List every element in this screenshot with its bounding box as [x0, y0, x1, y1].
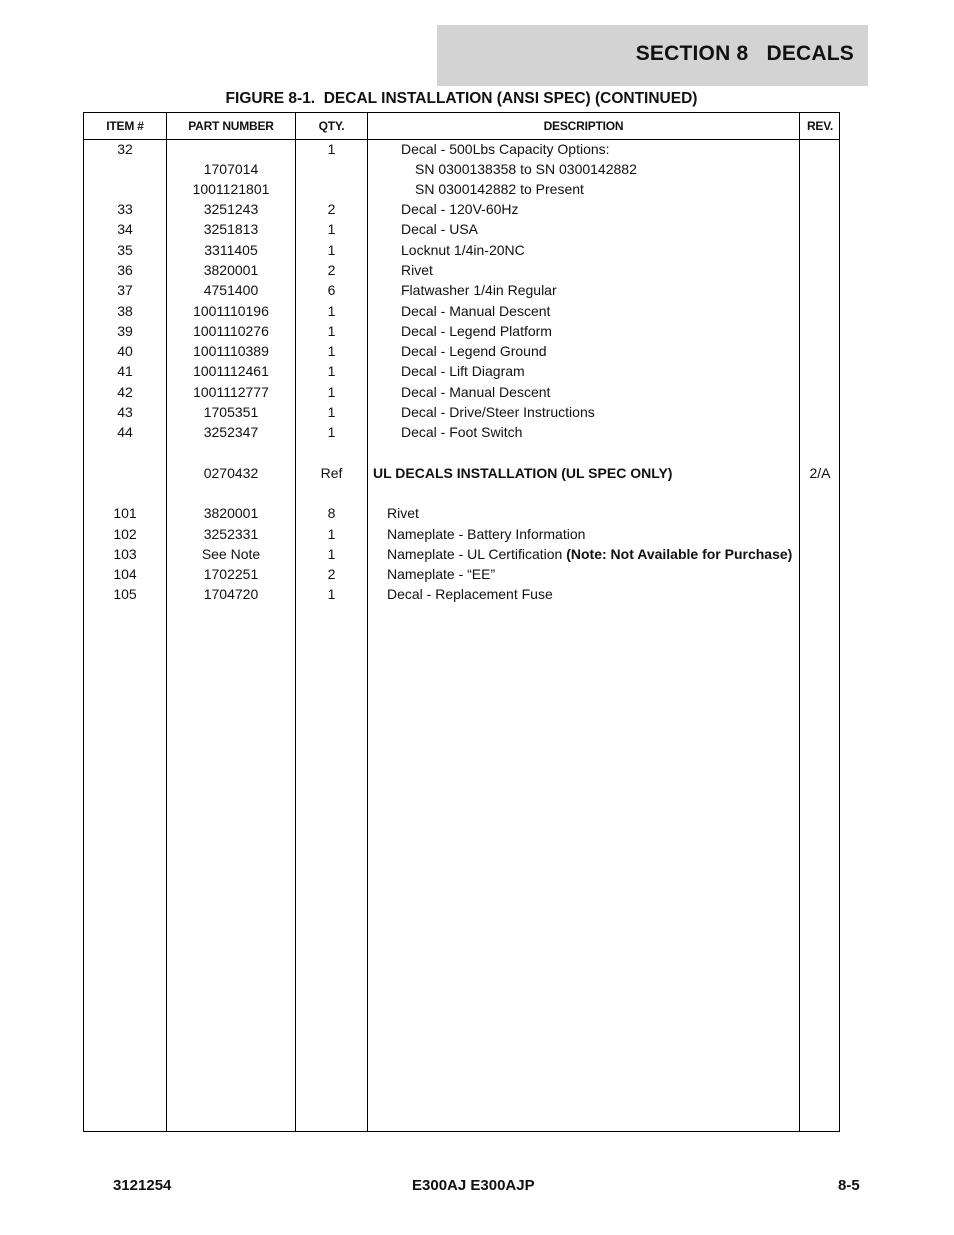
description: Nameplate - “EE”: [387, 566, 496, 582]
quantity: 1: [327, 242, 336, 258]
revision: 2/A: [809, 465, 831, 481]
table-row: [84, 564, 839, 584]
quantity: 2: [327, 566, 336, 582]
part-number: 1707014: [203, 161, 259, 177]
section-header: [437, 25, 868, 86]
part-number: 1001110196: [193, 303, 269, 319]
description: Decal - Manual Descent: [401, 303, 551, 319]
quantity: 1: [327, 526, 336, 542]
description: Decal - Manual Descent: [401, 384, 551, 400]
part-number: 1705351: [203, 404, 259, 420]
description: Decal - Legend Ground: [401, 343, 547, 359]
table-row: [84, 503, 839, 523]
description: Decal - 120V-60Hz: [401, 201, 519, 217]
section-title: SECTION 8 DECALS: [635, 42, 854, 65]
table-row: [84, 219, 839, 239]
table-row: [84, 524, 839, 544]
description: Decal - Replacement Fuse: [387, 586, 553, 602]
part-number: 1001112777: [193, 384, 269, 400]
table-row: [84, 301, 839, 321]
quantity: 1: [327, 141, 336, 157]
part-number: 1704720: [203, 586, 259, 602]
description: Decal - USA: [401, 221, 479, 237]
part-number: 3820001: [203, 505, 259, 521]
part-number: 3252331: [203, 526, 259, 542]
quantity: 1: [327, 384, 336, 400]
item-number: 43: [117, 404, 133, 420]
table-row: [84, 321, 839, 341]
part-number: 3820001: [203, 262, 259, 278]
item-number: 38: [117, 303, 133, 319]
quantity: 2: [327, 201, 336, 217]
description: [368, 544, 818, 564]
part-number: 3251813: [203, 221, 259, 237]
item-number: 101: [113, 505, 137, 521]
part-number: 1001112461: [193, 363, 269, 379]
part-number: 3311405: [204, 242, 258, 258]
part-number: 3252347: [203, 424, 259, 440]
header-part-number: PART NUMBER: [188, 119, 274, 133]
table-row: [84, 240, 839, 260]
table-row: [84, 179, 839, 199]
part-number: 1001110389: [193, 343, 269, 359]
item-number: 103: [113, 546, 137, 562]
footer-page-number: 8-5: [838, 1177, 860, 1194]
description: Rivet: [387, 505, 419, 521]
item-number: 40: [117, 343, 133, 359]
table-row: [84, 361, 839, 381]
table-row: [84, 463, 839, 483]
table-row: [84, 584, 839, 604]
parts-table: [83, 112, 840, 1132]
quantity: 6: [327, 282, 336, 298]
quantity: 1: [327, 404, 336, 420]
table-row: [84, 139, 839, 159]
item-number: 33: [117, 201, 133, 217]
table-row: [84, 341, 839, 361]
footer-model: E300AJ E300AJP: [412, 1177, 535, 1194]
description: Rivet: [401, 262, 433, 278]
header-qty: QTY.: [318, 119, 345, 133]
item-number: 41: [117, 363, 133, 379]
header-item: ITEM #: [106, 119, 144, 133]
quantity: 1: [327, 424, 336, 440]
quantity: 1: [327, 343, 336, 359]
item-number: 44: [117, 424, 133, 440]
item-number: 35: [117, 242, 133, 258]
table-row: [84, 280, 839, 300]
description: Flatwasher 1/4in Regular: [401, 282, 557, 298]
item-number: 36: [117, 262, 133, 278]
description: Nameplate - Battery Information: [387, 526, 586, 542]
description: Locknut 1/4in-20NC: [401, 242, 525, 258]
quantity: 1: [327, 586, 336, 602]
item-number: 105: [113, 586, 137, 602]
figure-title: FIGURE 8-1. DECAL INSTALLATION (ANSI SPEC) (CONTINUED): [225, 90, 698, 107]
table-row: [84, 382, 839, 402]
purchase-note: (Note: Not Available for Purchase): [566, 546, 793, 562]
part-number: 4751400: [203, 282, 259, 298]
part-number: 1001121801: [192, 181, 270, 197]
description: Decal - 500Lbs Capacity Options:: [401, 141, 610, 157]
quantity: 1: [327, 323, 336, 339]
item-number: 37: [117, 282, 133, 298]
table-row: [84, 544, 839, 564]
quantity: 1: [327, 303, 336, 319]
quantity: 8: [327, 505, 336, 521]
description: Decal - Legend Platform: [401, 323, 552, 339]
description: Decal - Drive/Steer Instructions: [401, 404, 595, 420]
table-row: [84, 159, 839, 179]
part-number: 0270432: [203, 465, 259, 481]
item-number: 102: [113, 526, 137, 542]
table-row: [84, 260, 839, 280]
quantity: Ref: [320, 465, 343, 481]
description: SN 0300142882 to Present: [415, 181, 584, 197]
description: SN 0300138358 to SN 0300142882: [415, 161, 637, 177]
table-row: [84, 422, 839, 442]
item-number: 39: [117, 323, 133, 339]
footer-document-number: 3121254: [113, 1177, 172, 1194]
quantity: 1: [327, 363, 336, 379]
item-number: 104: [113, 566, 137, 582]
quantity: 1: [327, 546, 336, 562]
description: Decal - Lift Diagram: [401, 363, 525, 379]
description: UL DECALS INSTALLATION (UL SPEC ONLY): [373, 465, 673, 481]
description-text: Nameplate - UL Certification: [387, 546, 567, 562]
header-rev: REV.: [806, 119, 834, 133]
table-row: [84, 402, 839, 422]
table-row: [84, 199, 839, 219]
quantity: 1: [327, 221, 336, 237]
part-number: See Note: [201, 546, 261, 562]
item-number: 32: [117, 141, 133, 157]
part-number: 1001110276: [193, 323, 269, 339]
description: Decal - Foot Switch: [401, 424, 523, 440]
part-number: 1702251: [203, 566, 259, 582]
part-number: 3251243: [203, 201, 259, 217]
item-number: 42: [117, 384, 133, 400]
header-description: DESCRIPTION: [543, 119, 624, 133]
quantity: 2: [327, 262, 336, 278]
item-number: 34: [117, 221, 133, 237]
